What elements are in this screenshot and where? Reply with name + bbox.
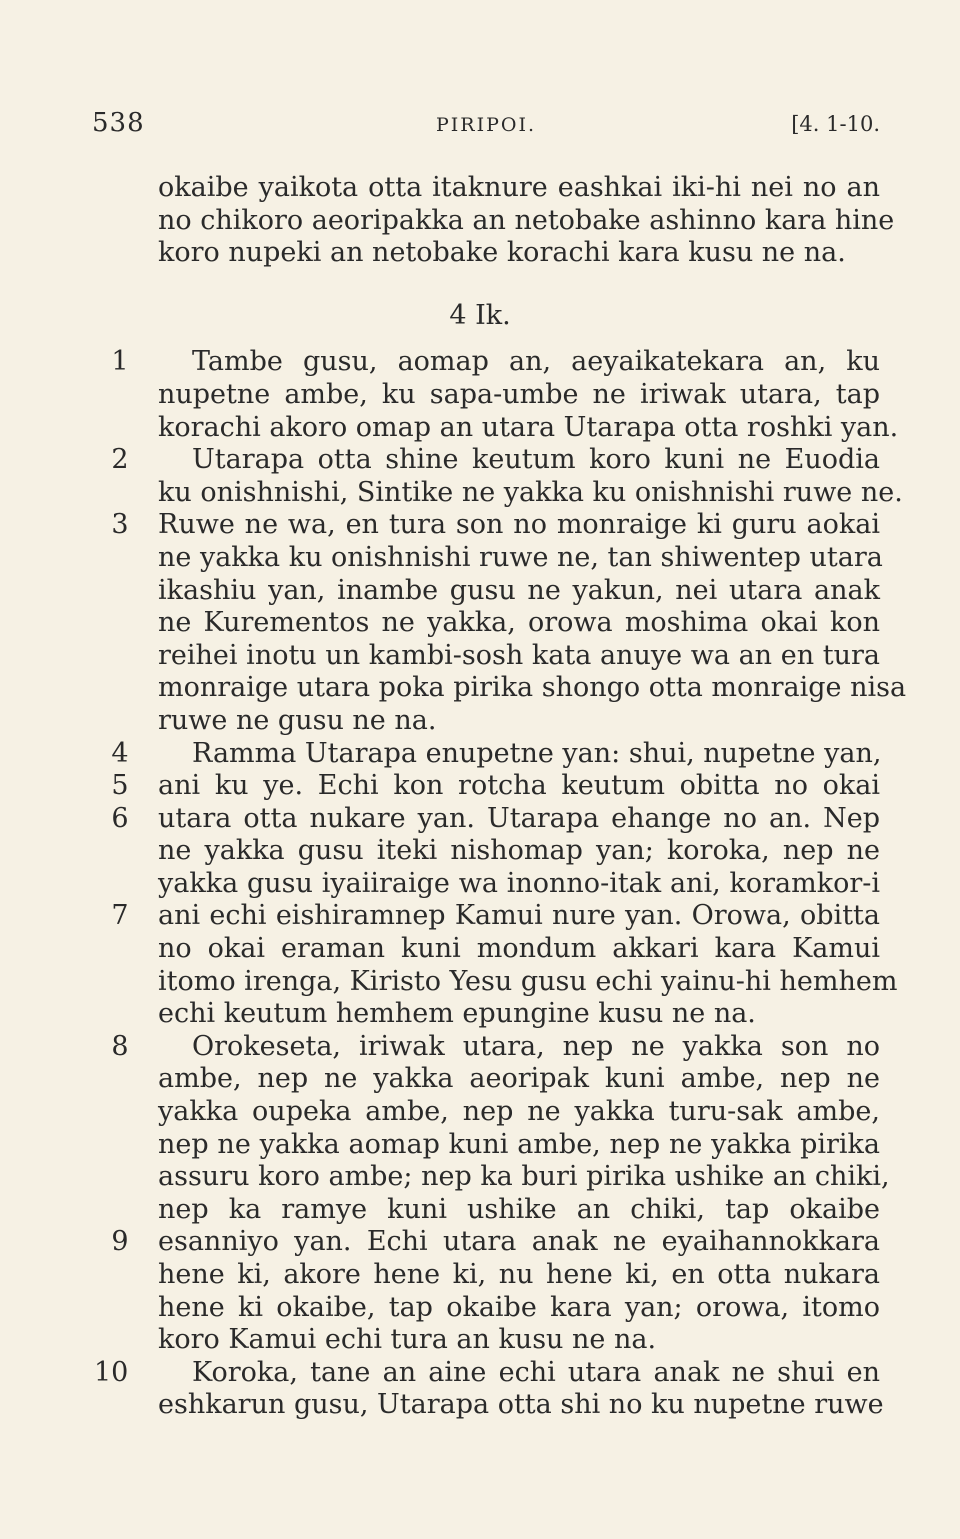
verse-text: no okai eraman kuni mondum akkari kara Kamui bbox=[158, 933, 880, 965]
verse-text: eshkarun gusu, Utarapa otta shi no ku nupetne ruwe bbox=[158, 1389, 884, 1421]
text-line bbox=[0, 444, 960, 477]
text-line bbox=[0, 738, 960, 771]
running-title: PIRIPOI. bbox=[435, 114, 536, 136]
text-line bbox=[0, 998, 960, 1031]
verse-text: ani echi eishiramnep Kamui nure yan. Orowa, obitta bbox=[158, 900, 880, 932]
verse-text: ne Kurementos ne yakka, orowa moshima okai kon bbox=[158, 607, 880, 639]
body-text bbox=[0, 172, 960, 1422]
verse-text: koro Kamui echi tura an kusu ne na. bbox=[158, 1324, 657, 1356]
text-line bbox=[0, 705, 960, 738]
text-line bbox=[0, 1292, 960, 1325]
chapter-reference: [4. 1-10. bbox=[791, 112, 880, 136]
text-line bbox=[0, 868, 960, 901]
verse-text: yakka oupeka ambe, nep ne yakka turu-sak ambe, bbox=[158, 1096, 880, 1128]
verse-text: ku onishnishi, Sintike ne yakka ku onishnishi ruwe ne. bbox=[158, 476, 903, 508]
verse-text: Koroka, tane an aine echi utara anak ne shui en bbox=[192, 1356, 880, 1388]
verse-number: 7 bbox=[111, 900, 129, 932]
verse-text: ikashiu yan, inambe gusu ne yakun, nei utara anak bbox=[158, 574, 880, 606]
verse-number: 10 bbox=[94, 1356, 129, 1388]
verse-text: korachi akoro omap an utara Utarapa otta roshki yan. bbox=[158, 411, 899, 443]
verse-text: assuru koro ambe; nep ka buri pirika ushike an chiki, bbox=[158, 1161, 890, 1193]
text-line bbox=[0, 966, 960, 999]
chapter-heading-line bbox=[0, 300, 960, 333]
verse-text: ne yakka ku onishnishi ruwe ne, tan shiwentep utara bbox=[158, 541, 883, 573]
verse-text: monraige utara poka pirika shongo otta monraige nisa bbox=[158, 672, 907, 704]
verse-text: koro nupeki an netobake korachi kara kusu ne na. bbox=[158, 237, 846, 269]
text-line bbox=[0, 900, 960, 933]
verse-number: 2 bbox=[111, 444, 129, 476]
text-line bbox=[0, 803, 960, 836]
verse-number: 9 bbox=[111, 1226, 129, 1258]
text-line bbox=[0, 1357, 960, 1390]
verse-text: no chikoro aeoripakka an netobake ashinno kara hine bbox=[158, 204, 895, 236]
text-line bbox=[0, 575, 960, 608]
verse-text: reihei inotu un kambi-sosh kata anuye wa an en tura bbox=[158, 639, 880, 671]
verse-text: Utarapa otta shine keutum koro kuni ne Euodia bbox=[192, 444, 880, 476]
verse-text: ani ku ye. Echi kon rotcha keutum obitta no okai bbox=[158, 770, 880, 802]
verse-number: 1 bbox=[111, 346, 129, 378]
text-line bbox=[0, 1324, 960, 1357]
text-line bbox=[0, 1129, 960, 1162]
verse-text: utara otta nukare yan. Utarapa ehange no an. Nep bbox=[158, 802, 880, 834]
verse-text: Ruwe ne wa, en tura son no monraige ki guru aokai bbox=[158, 509, 880, 541]
text-line bbox=[0, 640, 960, 673]
text-line bbox=[0, 1161, 960, 1194]
chapter-heading: 4 Ik. bbox=[449, 299, 511, 331]
text-line bbox=[0, 1226, 960, 1259]
text-line bbox=[0, 607, 960, 640]
text-line bbox=[0, 1031, 960, 1064]
verse-text: itomo irenga, Kiristo Yesu gusu echi yainu-hi hemhem bbox=[158, 965, 898, 997]
verse-number: 3 bbox=[111, 509, 129, 541]
page-number: 538 bbox=[92, 108, 145, 138]
verse-number: 4 bbox=[111, 737, 129, 769]
verse-text: hene ki, akore hene ki, nu hene ki, en otta nukara bbox=[158, 1259, 880, 1290]
verse-number: 6 bbox=[111, 802, 129, 834]
text-line bbox=[0, 477, 960, 510]
verse-text: Orokeseta, iriwak utara, nep ne yakka son no bbox=[192, 1030, 880, 1062]
verse-text: Ramma Utarapa enupetne yan: shui, nupetne yan, bbox=[192, 737, 882, 769]
text-line bbox=[0, 205, 960, 238]
verse-text: nupetne ambe, ku sapa-umbe ne iriwak utara, tap bbox=[158, 378, 880, 410]
verse-text: echi keutum hemhem epungine kusu ne na. bbox=[158, 998, 756, 1030]
text-line bbox=[0, 933, 960, 966]
verse-text: okaibe yaikota otta itaknure eashkai iki-hi nei no an bbox=[158, 172, 880, 203]
text-line bbox=[0, 172, 960, 205]
text-line bbox=[0, 1096, 960, 1129]
verse-text: hene ki okaibe, tap okaibe kara yan; orowa, itomo bbox=[158, 1291, 880, 1323]
text-line bbox=[0, 412, 960, 445]
text-line bbox=[0, 1389, 960, 1422]
verse-number: 5 bbox=[111, 770, 129, 802]
verse-text: nep ka ramye kuni ushike an chiki, tap okaibe bbox=[158, 1193, 880, 1225]
verse-number: 8 bbox=[111, 1030, 129, 1062]
text-line bbox=[0, 672, 960, 705]
verse-text: yakka gusu iyaiiraige wa inonno-itak ani, koramkor-i bbox=[158, 867, 880, 899]
verse-text: nep ne yakka aomap kuni ambe, nep ne yakka pirika bbox=[158, 1128, 880, 1160]
verse-text: Tambe gusu, aomap an, aeyaikatekara an, ku bbox=[192, 346, 880, 378]
verse-text: esanniyo yan. Echi utara anak ne eyaihannokkara bbox=[158, 1226, 880, 1258]
text-line bbox=[0, 1194, 960, 1227]
text-line bbox=[0, 1063, 960, 1096]
text-line bbox=[0, 346, 960, 379]
text-line bbox=[0, 770, 960, 803]
text-line bbox=[0, 379, 960, 412]
verse-text: ambe, nep ne yakka aeoripak kuni ambe, nep ne bbox=[158, 1063, 880, 1095]
page-header bbox=[92, 108, 880, 142]
text-line bbox=[0, 835, 960, 868]
text-line bbox=[0, 542, 960, 575]
text-line bbox=[0, 1259, 960, 1292]
text-line bbox=[0, 237, 960, 270]
verse-text: ruwe ne gusu ne na. bbox=[158, 704, 437, 736]
text-line bbox=[0, 509, 960, 542]
verse-text: ne yakka gusu iteki nishomap yan; koroka, nep ne bbox=[158, 835, 880, 867]
